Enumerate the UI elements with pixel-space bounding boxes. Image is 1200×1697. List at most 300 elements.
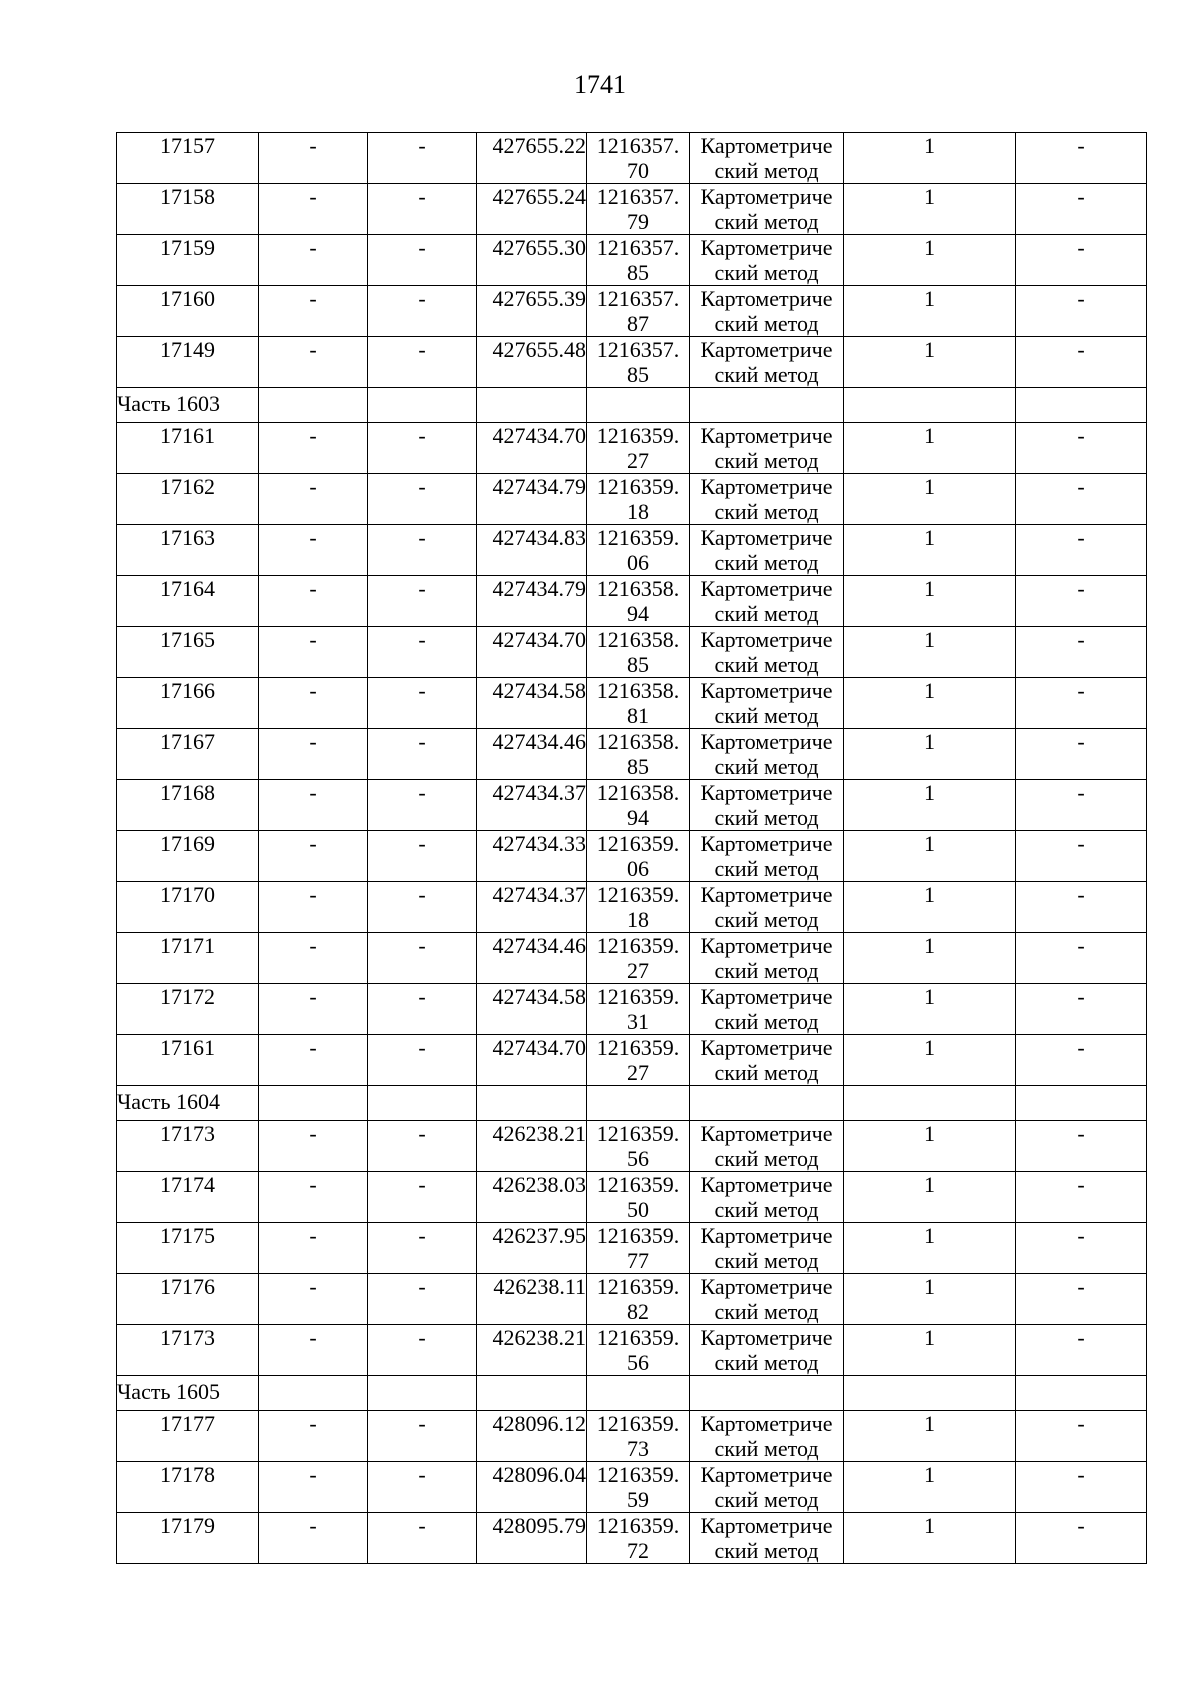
method-cell <box>690 1462 844 1513</box>
section-label: Часть 1603 <box>117 388 259 423</box>
dash-cell: - <box>1016 133 1147 184</box>
dash-cell: - <box>368 1274 477 1325</box>
dash-cell: - <box>1016 780 1147 831</box>
x-coordinate: 427434.70 <box>477 1035 587 1086</box>
y-coordinate-part2: 82 <box>627 1299 649 1324</box>
table-row <box>117 627 1147 678</box>
point-number: 17163 <box>117 525 259 576</box>
dash-cell: - <box>259 984 368 1035</box>
accuracy-cell: 1 <box>844 576 1016 627</box>
table-row <box>117 882 1147 933</box>
method-line2: ский метод <box>714 1350 819 1375</box>
dash-cell: - <box>259 576 368 627</box>
point-number: 17158 <box>117 184 259 235</box>
dash-cell: - <box>368 1513 477 1564</box>
method-line2: ский метод <box>714 652 819 677</box>
dash-cell: - <box>1016 423 1147 474</box>
y-coordinate-part1: 1216359. <box>596 1325 680 1350</box>
dash-cell: - <box>368 1172 477 1223</box>
dash-cell: - <box>368 882 477 933</box>
method-line1: Картометриче <box>700 1513 833 1538</box>
method-line2: ский метод <box>714 1060 819 1085</box>
point-number: 17179 <box>117 1513 259 1564</box>
y-coordinate-part1: 1216359. <box>596 1035 680 1060</box>
table-row <box>117 423 1147 474</box>
empty-cell <box>587 1086 690 1121</box>
y-coordinate <box>587 1411 690 1462</box>
dash-cell: - <box>368 729 477 780</box>
y-coordinate-part1: 1216357. <box>596 286 680 311</box>
dash-cell: - <box>1016 831 1147 882</box>
x-coordinate: 426238.03 <box>477 1172 587 1223</box>
dash-cell: - <box>368 525 477 576</box>
method-cell <box>690 729 844 780</box>
y-coordinate <box>587 184 690 235</box>
y-coordinate <box>587 1462 690 1513</box>
x-coordinate: 428095.79 <box>477 1513 587 1564</box>
y-coordinate <box>587 1035 690 1086</box>
method-line1: Картометриче <box>700 474 833 499</box>
dash-cell: - <box>1016 337 1147 388</box>
method-cell <box>690 423 844 474</box>
accuracy-cell: 1 <box>844 627 1016 678</box>
method-line2: ский метод <box>714 601 819 626</box>
dash-cell: - <box>1016 1172 1147 1223</box>
y-coordinate <box>587 1325 690 1376</box>
point-number: 17175 <box>117 1223 259 1274</box>
accuracy-cell: 1 <box>844 678 1016 729</box>
dash-cell: - <box>1016 882 1147 933</box>
dash-cell: - <box>1016 678 1147 729</box>
table-row <box>117 286 1147 337</box>
method-line1: Картометриче <box>700 984 833 1009</box>
y-coordinate-part1: 1216358. <box>596 678 680 703</box>
point-number: 17166 <box>117 678 259 729</box>
y-coordinate-part1: 1216359. <box>596 1411 680 1436</box>
y-coordinate-part1: 1216359. <box>596 984 680 1009</box>
y-coordinate-part1: 1216359. <box>596 1121 680 1146</box>
method-line1: Картометриче <box>700 184 833 209</box>
dash-cell: - <box>368 831 477 882</box>
method-cell <box>690 933 844 984</box>
dash-cell: - <box>1016 1462 1147 1513</box>
y-coordinate <box>587 678 690 729</box>
dash-cell: - <box>1016 1035 1147 1086</box>
point-number: 17162 <box>117 474 259 525</box>
point-number: 17171 <box>117 933 259 984</box>
method-line1: Картометриче <box>700 1325 833 1350</box>
x-coordinate: 427655.30 <box>477 235 587 286</box>
point-number: 17149 <box>117 337 259 388</box>
dash-cell: - <box>1016 525 1147 576</box>
y-coordinate-part1: 1216359. <box>596 1172 680 1197</box>
accuracy-cell: 1 <box>844 474 1016 525</box>
y-coordinate <box>587 729 690 780</box>
accuracy-cell: 1 <box>844 423 1016 474</box>
dash-cell: - <box>259 1121 368 1172</box>
y-coordinate-part1: 1216359. <box>596 525 680 550</box>
table-row <box>117 235 1147 286</box>
y-coordinate <box>587 235 690 286</box>
y-coordinate-part1: 1216357. <box>596 337 680 362</box>
method-cell <box>690 474 844 525</box>
y-coordinate-part2: 94 <box>627 805 649 830</box>
method-cell <box>690 1172 844 1223</box>
accuracy-cell: 1 <box>844 1274 1016 1325</box>
dash-cell: - <box>368 235 477 286</box>
x-coordinate: 427434.37 <box>477 882 587 933</box>
method-line2: ский метод <box>714 1436 819 1461</box>
method-cell <box>690 235 844 286</box>
dash-cell: - <box>368 678 477 729</box>
x-coordinate: 427434.46 <box>477 729 587 780</box>
dash-cell: - <box>259 831 368 882</box>
y-coordinate-part2: 87 <box>627 311 649 336</box>
dash-cell: - <box>368 286 477 337</box>
y-coordinate <box>587 1513 690 1564</box>
accuracy-cell: 1 <box>844 525 1016 576</box>
accuracy-cell: 1 <box>844 984 1016 1035</box>
table-row <box>117 1274 1147 1325</box>
method-line2: ский метод <box>714 499 819 524</box>
table-row <box>117 1513 1147 1564</box>
dash-cell: - <box>368 1121 477 1172</box>
accuracy-cell: 1 <box>844 235 1016 286</box>
y-coordinate <box>587 337 690 388</box>
table-row <box>117 576 1147 627</box>
x-coordinate: 426238.11 <box>477 1274 587 1325</box>
method-line1: Картометриче <box>700 1462 833 1487</box>
point-number: 17177 <box>117 1411 259 1462</box>
dash-cell: - <box>1016 984 1147 1035</box>
dash-cell: - <box>368 1325 477 1376</box>
empty-cell <box>587 388 690 423</box>
empty-cell <box>477 1086 587 1121</box>
point-number: 17170 <box>117 882 259 933</box>
method-line2: ский метод <box>714 907 819 932</box>
accuracy-cell: 1 <box>844 1121 1016 1172</box>
point-number: 17173 <box>117 1121 259 1172</box>
method-line1: Картометриче <box>700 1274 833 1299</box>
method-cell <box>690 1325 844 1376</box>
table-row <box>117 780 1147 831</box>
method-line2: ский метод <box>714 311 819 336</box>
accuracy-cell: 1 <box>844 1325 1016 1376</box>
section-row <box>117 1086 1147 1121</box>
y-coordinate <box>587 831 690 882</box>
method-line1: Картометриче <box>700 627 833 652</box>
y-coordinate-part2: 27 <box>627 958 649 983</box>
dash-cell: - <box>259 1411 368 1462</box>
dash-cell: - <box>259 780 368 831</box>
dash-cell: - <box>259 133 368 184</box>
x-coordinate: 426238.21 <box>477 1121 587 1172</box>
y-coordinate-part2: 81 <box>627 703 649 728</box>
empty-cell <box>690 1086 844 1121</box>
accuracy-cell: 1 <box>844 1411 1016 1462</box>
x-coordinate: 427434.58 <box>477 984 587 1035</box>
y-coordinate-part1: 1216359. <box>596 1274 680 1299</box>
y-coordinate-part2: 56 <box>627 1146 649 1171</box>
method-line2: ский метод <box>714 1146 819 1171</box>
method-cell <box>690 1223 844 1274</box>
dash-cell: - <box>259 1462 368 1513</box>
x-coordinate: 427434.79 <box>477 474 587 525</box>
y-coordinate-part2: 73 <box>627 1436 649 1461</box>
y-coordinate <box>587 1274 690 1325</box>
y-coordinate <box>587 286 690 337</box>
dash-cell: - <box>1016 576 1147 627</box>
dash-cell: - <box>368 984 477 1035</box>
method-line1: Картометриче <box>700 831 833 856</box>
y-coordinate-part2: 85 <box>627 362 649 387</box>
dash-cell: - <box>1016 627 1147 678</box>
method-line2: ский метод <box>714 1248 819 1273</box>
y-coordinate <box>587 525 690 576</box>
empty-cell <box>690 388 844 423</box>
accuracy-cell: 1 <box>844 133 1016 184</box>
point-number: 17176 <box>117 1274 259 1325</box>
dash-cell: - <box>368 474 477 525</box>
x-coordinate: 426238.21 <box>477 1325 587 1376</box>
section-label: Часть 1604 <box>117 1086 259 1121</box>
method-cell <box>690 184 844 235</box>
x-coordinate: 426237.95 <box>477 1223 587 1274</box>
table-row <box>117 1411 1147 1462</box>
x-coordinate: 427655.22 <box>477 133 587 184</box>
method-line2: ский метод <box>714 550 819 575</box>
section-label: Часть 1605 <box>117 1376 259 1411</box>
y-coordinate <box>587 423 690 474</box>
dash-cell: - <box>368 627 477 678</box>
method-cell <box>690 780 844 831</box>
x-coordinate: 428096.04 <box>477 1462 587 1513</box>
empty-cell <box>368 1086 477 1121</box>
section-row <box>117 1376 1147 1411</box>
y-coordinate-part1: 1216357. <box>596 184 680 209</box>
y-coordinate <box>587 780 690 831</box>
table-row <box>117 1325 1147 1376</box>
y-coordinate-part1: 1216359. <box>596 831 680 856</box>
y-coordinate <box>587 933 690 984</box>
x-coordinate: 428096.12 <box>477 1411 587 1462</box>
empty-cell <box>690 1376 844 1411</box>
dash-cell: - <box>1016 184 1147 235</box>
table-row <box>117 984 1147 1035</box>
dash-cell: - <box>368 780 477 831</box>
table-row <box>117 133 1147 184</box>
y-coordinate-part1: 1216357. <box>596 235 680 260</box>
dash-cell: - <box>259 882 368 933</box>
method-line1: Картометриче <box>700 1121 833 1146</box>
method-line1: Картометриче <box>700 525 833 550</box>
dash-cell: - <box>259 1172 368 1223</box>
dash-cell: - <box>259 1513 368 1564</box>
method-line1: Картометриче <box>700 882 833 907</box>
method-line2: ский метод <box>714 703 819 728</box>
method-line1: Картометриче <box>700 1223 833 1248</box>
dash-cell: - <box>368 337 477 388</box>
dash-cell: - <box>1016 286 1147 337</box>
dash-cell: - <box>368 1035 477 1086</box>
dash-cell: - <box>259 235 368 286</box>
method-line1: Картометриче <box>700 780 833 805</box>
empty-cell <box>1016 1086 1147 1121</box>
method-line1: Картометриче <box>700 1035 833 1060</box>
y-coordinate-part1: 1216359. <box>596 933 680 958</box>
y-coordinate-part1: 1216357. <box>596 133 680 158</box>
accuracy-cell: 1 <box>844 1513 1016 1564</box>
y-coordinate-part2: 85 <box>627 652 649 677</box>
x-coordinate: 427434.83 <box>477 525 587 576</box>
table-row <box>117 678 1147 729</box>
dash-cell: - <box>1016 1223 1147 1274</box>
y-coordinate-part2: 77 <box>627 1248 649 1273</box>
y-coordinate-part1: 1216359. <box>596 423 680 448</box>
x-coordinate: 427434.46 <box>477 933 587 984</box>
table-row <box>117 933 1147 984</box>
method-line2: ский метод <box>714 856 819 881</box>
accuracy-cell: 1 <box>844 729 1016 780</box>
method-line2: ский метод <box>714 805 819 830</box>
y-coordinate-part1: 1216359. <box>596 1462 680 1487</box>
table-row <box>117 831 1147 882</box>
dash-cell: - <box>259 933 368 984</box>
coordinates-table <box>116 132 1147 1564</box>
method-line1: Картометриче <box>700 576 833 601</box>
dash-cell: - <box>259 474 368 525</box>
empty-cell <box>477 1376 587 1411</box>
dash-cell: - <box>1016 933 1147 984</box>
accuracy-cell: 1 <box>844 1223 1016 1274</box>
dash-cell: - <box>1016 1121 1147 1172</box>
accuracy-cell: 1 <box>844 933 1016 984</box>
dash-cell: - <box>1016 729 1147 780</box>
dash-cell: - <box>259 286 368 337</box>
accuracy-cell: 1 <box>844 1172 1016 1223</box>
y-coordinate-part2: 56 <box>627 1350 649 1375</box>
y-coordinate-part2: 94 <box>627 601 649 626</box>
y-coordinate <box>587 133 690 184</box>
method-line2: ский метод <box>714 260 819 285</box>
empty-cell <box>844 1376 1016 1411</box>
dash-cell: - <box>259 525 368 576</box>
x-coordinate: 427434.70 <box>477 627 587 678</box>
dash-cell: - <box>368 1462 477 1513</box>
method-cell <box>690 525 844 576</box>
method-line1: Картометриче <box>700 729 833 754</box>
dash-cell: - <box>1016 235 1147 286</box>
y-coordinate <box>587 576 690 627</box>
method-cell <box>690 1035 844 1086</box>
dash-cell: - <box>368 133 477 184</box>
empty-cell <box>259 1376 368 1411</box>
x-coordinate: 427434.37 <box>477 780 587 831</box>
y-coordinate-part2: 27 <box>627 1060 649 1085</box>
dash-cell: - <box>368 1411 477 1462</box>
empty-cell <box>844 1086 1016 1121</box>
y-coordinate-part2: 31 <box>627 1009 649 1034</box>
method-cell <box>690 1411 844 1462</box>
y-coordinate-part1: 1216358. <box>596 627 680 652</box>
empty-cell <box>1016 388 1147 423</box>
y-coordinate-part1: 1216359. <box>596 1513 680 1538</box>
point-number: 17164 <box>117 576 259 627</box>
point-number: 17161 <box>117 1035 259 1086</box>
point-number: 17157 <box>117 133 259 184</box>
accuracy-cell: 1 <box>844 184 1016 235</box>
point-number: 17159 <box>117 235 259 286</box>
method-cell <box>690 1513 844 1564</box>
accuracy-cell: 1 <box>844 780 1016 831</box>
method-line1: Картометриче <box>700 1172 833 1197</box>
method-line2: ский метод <box>714 1538 819 1563</box>
y-coordinate <box>587 1121 690 1172</box>
method-line2: ский метод <box>714 448 819 473</box>
dash-cell: - <box>368 184 477 235</box>
point-number: 17168 <box>117 780 259 831</box>
point-number: 17172 <box>117 984 259 1035</box>
method-line2: ский метод <box>714 958 819 983</box>
accuracy-cell: 1 <box>844 882 1016 933</box>
accuracy-cell: 1 <box>844 286 1016 337</box>
y-coordinate-part1: 1216358. <box>596 576 680 601</box>
x-coordinate: 427434.33 <box>477 831 587 882</box>
empty-cell <box>477 388 587 423</box>
empty-cell <box>259 1086 368 1121</box>
y-coordinate-part2: 79 <box>627 209 649 234</box>
y-coordinate-part2: 50 <box>627 1197 649 1222</box>
method-cell <box>690 882 844 933</box>
y-coordinate-part2: 06 <box>627 856 649 881</box>
dash-cell: - <box>1016 1513 1147 1564</box>
y-coordinate <box>587 627 690 678</box>
table-body <box>117 133 1147 1564</box>
empty-cell <box>1016 1376 1147 1411</box>
y-coordinate-part1: 1216358. <box>596 729 680 754</box>
y-coordinate-part2: 59 <box>627 1487 649 1512</box>
point-number: 17174 <box>117 1172 259 1223</box>
dash-cell: - <box>1016 1274 1147 1325</box>
dash-cell: - <box>259 729 368 780</box>
y-coordinate-part1: 1216359. <box>596 474 680 499</box>
method-line1: Картометриче <box>700 678 833 703</box>
method-cell <box>690 831 844 882</box>
dash-cell: - <box>259 1274 368 1325</box>
y-coordinate-part2: 27 <box>627 448 649 473</box>
empty-cell <box>844 388 1016 423</box>
dash-cell: - <box>259 423 368 474</box>
point-number: 17169 <box>117 831 259 882</box>
method-line1: Картометриче <box>700 337 833 362</box>
table-row <box>117 337 1147 388</box>
table-row <box>117 474 1147 525</box>
method-line2: ский метод <box>714 754 819 779</box>
accuracy-cell: 1 <box>844 1462 1016 1513</box>
table-row <box>117 1223 1147 1274</box>
y-coordinate <box>587 882 690 933</box>
y-coordinate <box>587 1223 690 1274</box>
section-row <box>117 388 1147 423</box>
dash-cell: - <box>259 1035 368 1086</box>
table-row <box>117 1121 1147 1172</box>
method-line2: ский метод <box>714 1299 819 1324</box>
y-coordinate-part1: 1216358. <box>596 780 680 805</box>
page-number: 1741 <box>574 70 626 99</box>
x-coordinate: 427434.70 <box>477 423 587 474</box>
dash-cell: - <box>1016 1411 1147 1462</box>
method-line2: ский метод <box>714 1009 819 1034</box>
